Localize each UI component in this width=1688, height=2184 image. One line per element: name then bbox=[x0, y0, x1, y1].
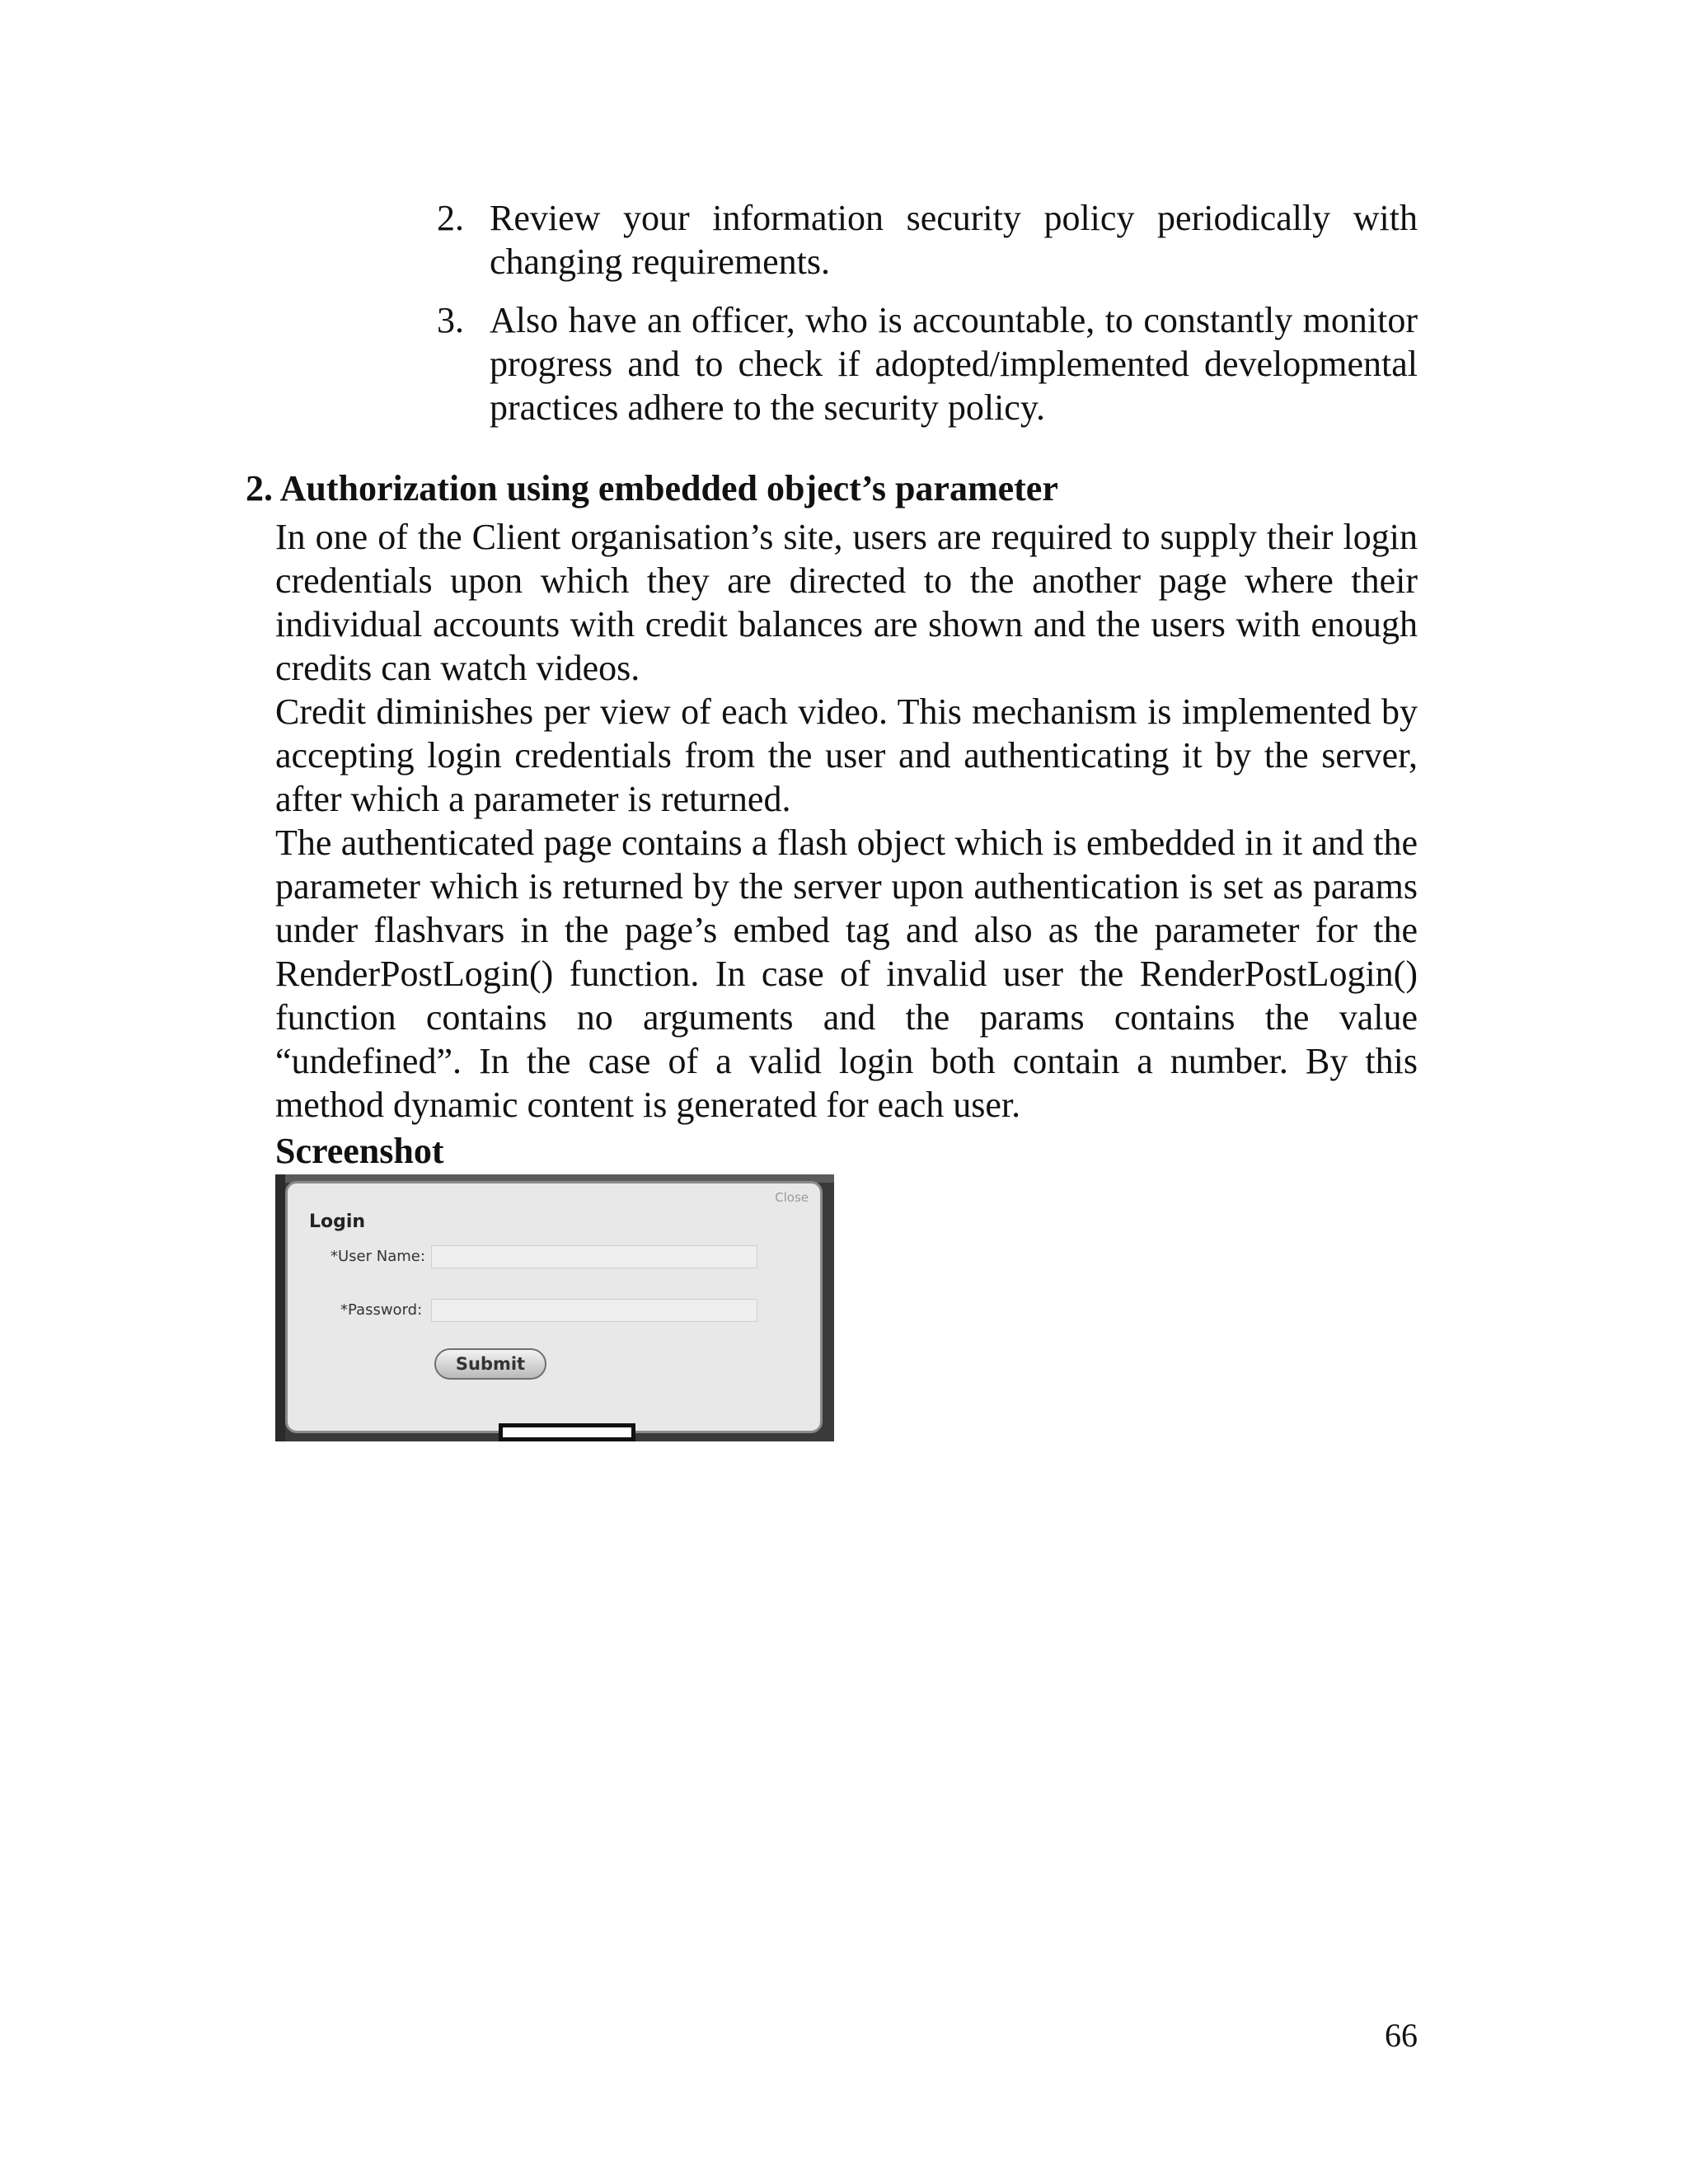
login-dialog bbox=[285, 1181, 823, 1433]
list-item-text: Review your information security policy periodically with changing requirements. bbox=[490, 198, 1418, 282]
background-edge bbox=[275, 1174, 285, 1441]
close-link[interactable]: Close bbox=[775, 1190, 809, 1205]
paragraph: Credit diminishes per view of each video. This mechanism is implemented by accepting login credentials from the user and authenticating it by the server, after which a parameter is returned. bbox=[275, 691, 1418, 819]
highlight-box bbox=[499, 1423, 635, 1441]
screenshot-label: Screenshot bbox=[275, 1131, 444, 1171]
numbered-list bbox=[437, 196, 1418, 444]
list-item bbox=[437, 298, 1418, 429]
list-item-number: 2. bbox=[437, 198, 464, 238]
dialog-title: Login bbox=[309, 1212, 366, 1232]
section-body bbox=[275, 515, 1418, 1127]
password-input[interactable] bbox=[431, 1299, 757, 1322]
paragraph: In one of the Client organisation’s site, users are required to supply their login credentials upon which they are directed to the another page where their individual accounts with credit balances are shown and the users with enough credits can watch videos. bbox=[275, 517, 1418, 688]
login-screenshot-figure bbox=[275, 1174, 834, 1441]
username-input[interactable] bbox=[431, 1245, 757, 1268]
submit-button[interactable]: Submit bbox=[434, 1348, 546, 1380]
list-item-number: 3. bbox=[437, 300, 464, 340]
paragraph: The authenticated page contains a flash object which is embedded in it and the parameter which is returned by the server upon authentication is set as params under flashvars in the page’s embed tag and also as the parameter for the RenderPostLogin() function. In case of invalid user the RenderPostLogin() function contains no arguments and the params contains the value “undefined”. In the case of a valid login both contain a number. By this method dynamic content is generated for each user. bbox=[275, 823, 1418, 1125]
section-heading: 2. Authorization using embedded object’s parameter bbox=[246, 468, 1058, 509]
list-item-text: Also have an officer, who is accountable, to constantly monitor progress and to check if adopted/implemented developmental practices adhere to the security policy. bbox=[490, 300, 1418, 428]
username-label: *User Name: bbox=[331, 1248, 425, 1265]
page-number: 66 bbox=[1385, 2017, 1418, 2054]
password-label: *Password: bbox=[340, 1301, 423, 1319]
list-item bbox=[437, 196, 1418, 284]
